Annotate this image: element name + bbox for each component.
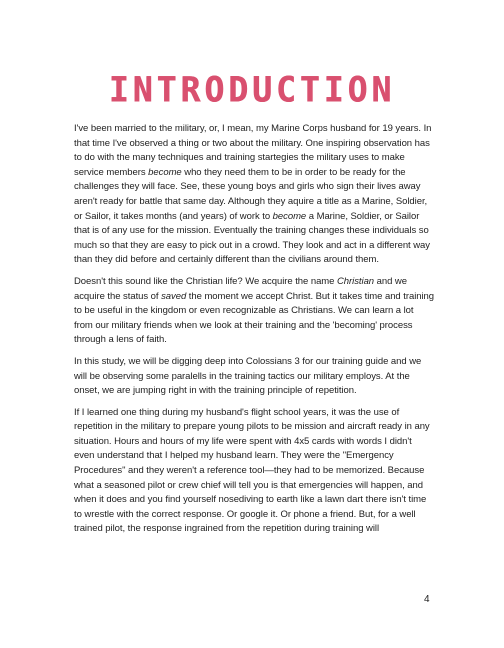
- body-text: [74, 122, 434, 544]
- emphasized-text: saved: [161, 290, 187, 302]
- paragraph: [74, 275, 434, 348]
- paragraph-text: and we acquire the status of: [74, 275, 407, 302]
- paragraph-text: Doesn't this sound like the Christian life? We acquire the name: [74, 275, 337, 287]
- paragraph: [74, 355, 434, 399]
- paragraph-text: who they need them to be in order to be ready for the challenges they will face. See, these young boys and girls who sign their lives away aren't ready for battle that same day. Although they aquire a title as a Marine, Soldier, or Sailor, it takes months (and years) of work to: [74, 166, 428, 222]
- paragraph: [74, 406, 434, 537]
- paragraph-text: the moment we accept Christ. But it takes time and training to be useful in the kingdom or even recognizable as Christians. We can learn a lot from our military friends when we look at their training and the 'becoming' process through a lens of faith.: [74, 290, 435, 346]
- paragraph: [74, 122, 434, 268]
- page-number: 4: [424, 594, 430, 605]
- emphasized-text: become: [148, 166, 182, 178]
- emphasized-text: Christian: [337, 275, 375, 287]
- page-title: INTRODUCTION: [108, 69, 396, 110]
- emphasized-text: become: [272, 210, 307, 222]
- paragraph-text: I've been married to the military, or, I mean, my Marine Corps husband for 19 years. In that time I've observed a thing or two about the military. One inspiring observation has to do with the many techniques and training startegies the military uses to make service members: [74, 123, 432, 178]
- paragraph-text: In this study, we will be digging deep into Colossians 3 for our training guide and we will be observing some paralells in the training tactics our military employs. At the onset, we are jumping right in with the training principle of repetition.: [74, 355, 422, 397]
- paragraph-text: a Marine, Soldier, or Sailor that is of any use for the mission. Eventually the training changes these individuals so much so that they are easy to pick out in a crowd. They look and act in a different way than they did before and certainly different than the civilians around them.: [74, 210, 430, 266]
- paragraph-text: If I learned one thing during my husband's flight school years, it was the use of repetition in the military to prepare young pilots to be mission and aircraft ready in any situation. Hours and hours of my life were spent with 4x5 cards with words I didn't even understand that I helped my husband learn. They were the "Emergency Procedures" and they weren't a reference tool—they had to be memorized. Because what a seasoned pilot or crew chief will tell you is that emergencies will happen, and when it does and you find yourself nosediving to earth like a lawn dart there isn't time to wrestle with the correct response. Or google it. Or phone a friend. But, for a well trained pilot, the response ingrained from the repetition during training will: [74, 406, 430, 535]
